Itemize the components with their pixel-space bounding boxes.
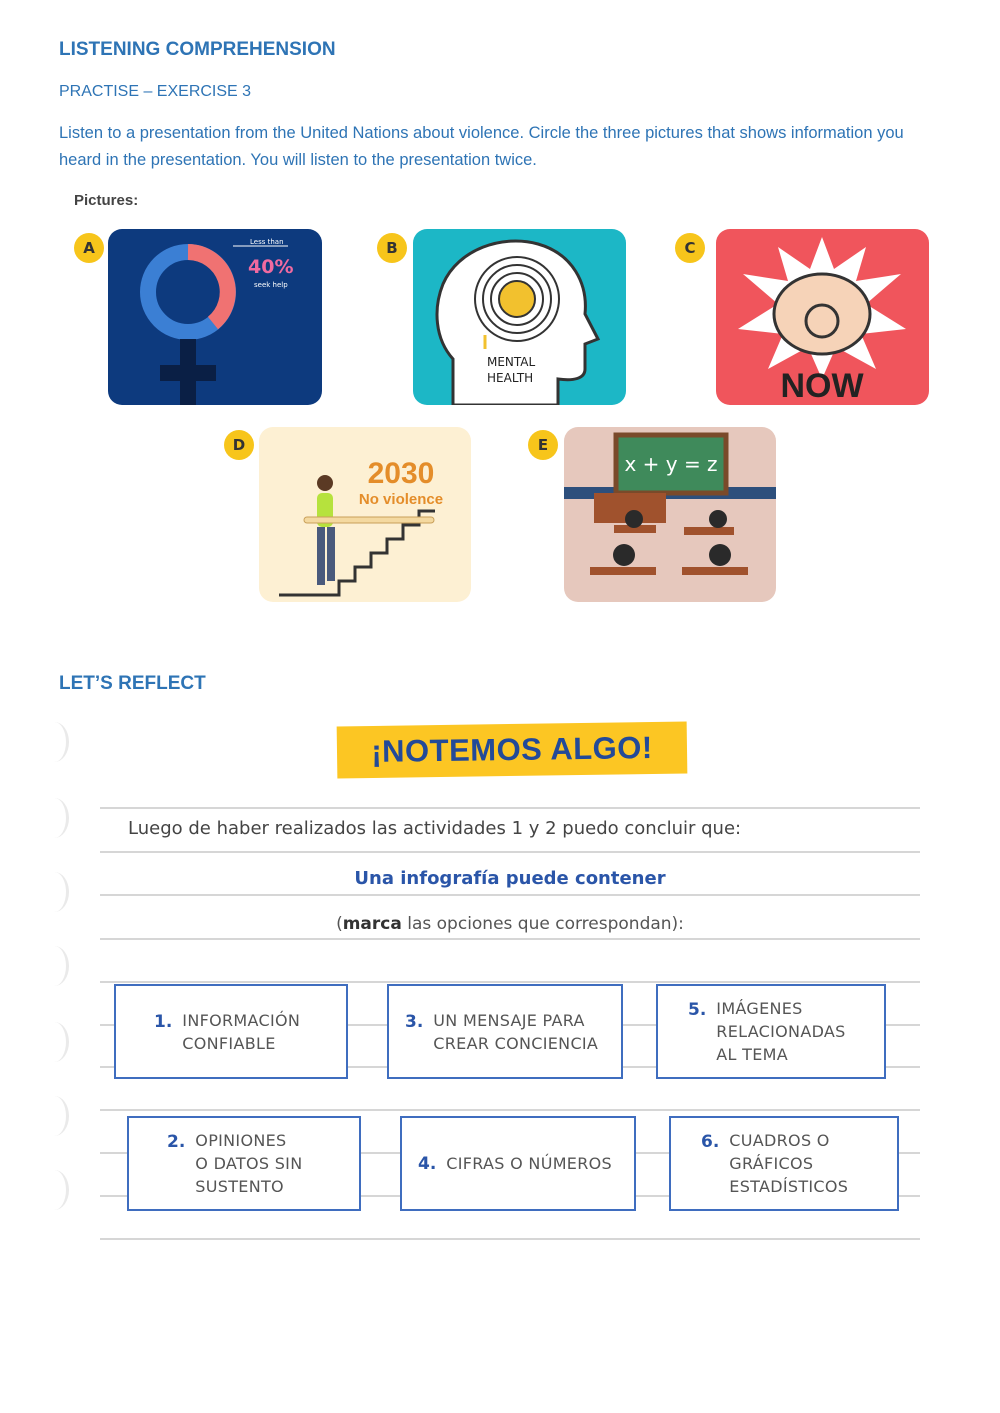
notebook-line [100, 807, 920, 809]
picture-c[interactable] [716, 229, 929, 405]
notebook-hole [40, 798, 69, 838]
picture-d-text: No violence [358, 491, 444, 508]
option-text: IMÁGENES RELACIONADAS AL TEMA [716, 999, 846, 1064]
pointing-hand-icon [716, 229, 929, 405]
notebook-line [100, 894, 920, 896]
picture-a-text-1: Less than [250, 238, 284, 246]
reflect-note-open: ( [336, 914, 343, 934]
woman-stairs-icon [259, 427, 471, 602]
notebook-hole [40, 946, 69, 986]
picture-d[interactable] [259, 427, 471, 602]
exercise-subtitle: PRACTISE – EXERCISE 3 [59, 83, 252, 100]
pictures-label: Pictures: [74, 192, 139, 209]
option-6[interactable] [669, 1116, 899, 1211]
picture-b-text-1: MENTAL [487, 355, 536, 369]
picture-b-text-2: HEALTH [487, 371, 534, 385]
picture-c-badge: C [675, 233, 705, 263]
option-number: 1. [154, 1012, 173, 1032]
option-number: 5. [688, 1000, 707, 1020]
notebook-hole [40, 1022, 69, 1062]
notebook-line [100, 1109, 920, 1111]
reflect-note-rest: las opciones que correspondan): [401, 914, 684, 934]
notebook-hole [40, 1170, 69, 1210]
reflect-note-bold: marca [342, 914, 402, 934]
reflect-note [100, 914, 920, 934]
notebook-hole [40, 1096, 69, 1136]
notebook-hole [40, 722, 69, 762]
option-1[interactable] [114, 984, 348, 1079]
notebook-line [100, 1238, 920, 1240]
page-title: LISTENING COMPREHENSION [59, 39, 336, 60]
picture-a-badge: A [74, 233, 104, 263]
notebook-line [100, 851, 920, 853]
picture-e[interactable] [564, 427, 776, 602]
option-number: 4. [418, 1153, 437, 1174]
option-2[interactable] [127, 1116, 361, 1211]
head-brain-icon [413, 229, 626, 405]
option-text: INFORMACIÓN CONFIABLE [182, 1010, 301, 1053]
notebook-hole [40, 872, 69, 912]
instructions: Listen to a presentation from the United Nations about violence. Circle the three pictures that shows information you heard in the presentation. You will listen to the presentation twice. [59, 124, 904, 169]
option-number: 2. [167, 1132, 186, 1152]
notemos-algo-banner: ¡NOTEMOS ALGO! [337, 722, 688, 779]
picture-a-percent: 40% [248, 256, 294, 278]
picture-a[interactable] [108, 229, 322, 405]
notebook-line [100, 981, 920, 983]
notebook-line [100, 938, 920, 940]
picture-d-badge: D [224, 430, 254, 460]
picture-b[interactable] [413, 229, 626, 405]
picture-d-year: 2030 [367, 457, 435, 490]
reflect-intro: Luego de haber realizados las actividades 1 y 2 puedo concluir que: [128, 818, 742, 839]
option-text: CUADROS O GRÁFICOS ESTADÍSTICOS [729, 1131, 849, 1196]
picture-b-badge: B [377, 233, 407, 263]
female-symbol-donut-icon [108, 229, 322, 405]
reflect-heading: LET’S REFLECT [59, 673, 206, 694]
option-number: 3. [405, 1012, 424, 1032]
option-5[interactable] [656, 984, 886, 1079]
option-4[interactable] [400, 1116, 636, 1211]
picture-e-badge: E [528, 430, 558, 460]
option-3[interactable] [387, 984, 623, 1079]
picture-e-text: x + y = z [624, 452, 718, 476]
picture-c-text: NOW [780, 367, 864, 405]
picture-a-text-3: seek help [254, 281, 288, 289]
reflect-title: Una infografía puede contener [354, 868, 666, 889]
option-text: CIFRAS O NÚMEROS [446, 1154, 612, 1173]
option-number: 6. [701, 1132, 720, 1152]
option-text: OPINIONES O DATOS SIN SUSTENTO [195, 1131, 303, 1196]
option-text: UN MENSAJE PARA CREAR CONCIENCIA [433, 1010, 599, 1053]
classroom-icon [564, 427, 776, 602]
